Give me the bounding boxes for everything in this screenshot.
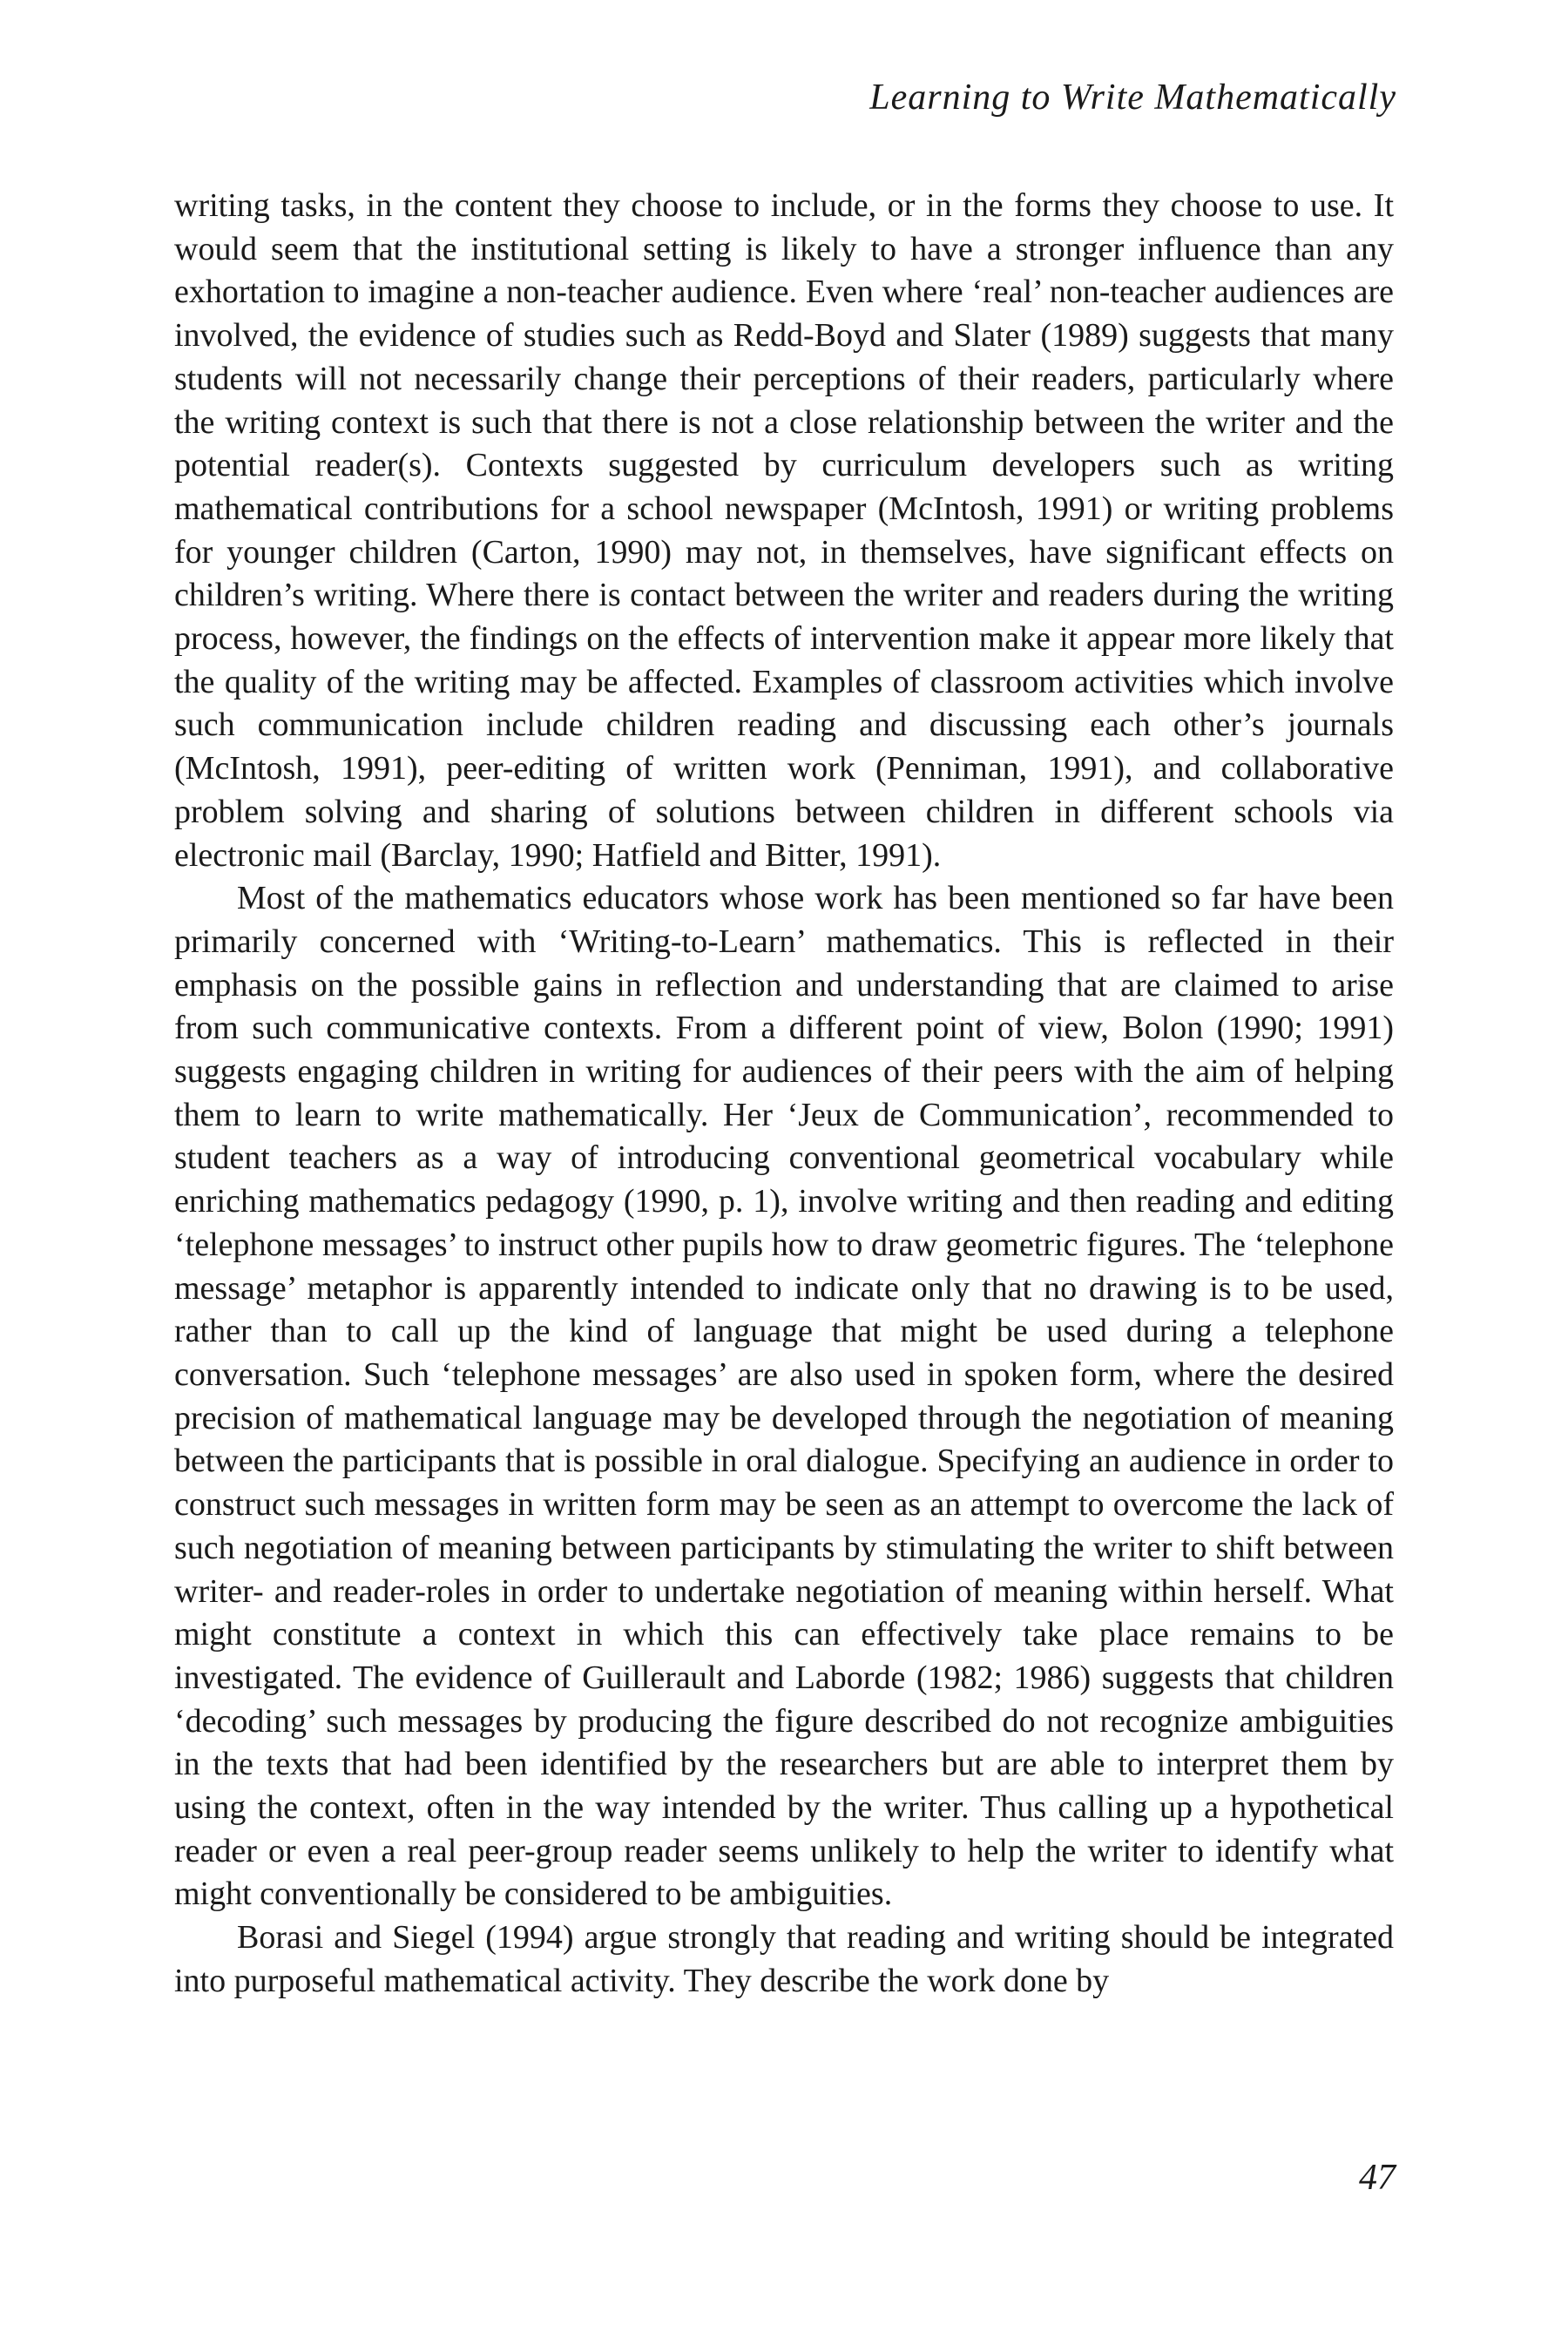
running-header: Learning to Write Mathematically xyxy=(869,78,1396,118)
page-number: 47 xyxy=(1359,2158,1396,2198)
paragraph-continued: writing tasks, in the content they choose to include, or in the forms they choose to use. It would seem that the institutional setting is likely to have a stronger influence than any exhortation to imagine a non-teacher audience. Even where ‘real’ non-teacher audiences are involved, the evidence of studies such as Redd-Boyd and Slater (1989) suggests that many students will not necessarily change their perceptions of their readers, particularly where the writing context is such that there is not a close relationship between the writer and the potential reader(s). Contexts suggested by curriculum developers such as writing mathematical contributions for a school newspaper (McIntosh, 1991) or writing problems for younger children (Carton, 1990) may not, in themselves, have significant effects on children’s writing. Where there is contact between the writer and readers during the writing process, however, the findings on the effects of intervention make it appear more likely that the quality of the writing may be affected. Examples of classroom activities which involve such communication include children reading and discussing each other’s journals (McIntosh, 1991), peer-editing of written work (Penniman, 1991), and collaborative problem solving and sharing of solutions between children in different schools via electronic mail (Barclay, 1990; Hatfield and Bitter, 1991). xyxy=(174,187,1394,874)
paragraph-bolon: Most of the mathematics educators whose work has been mentioned so far have been primarily concerned with ‘Writing-to-Learn’ mathematics. This is reflected in their emphasis on the possible gains in reflection and understanding that are claimed to arise from such communicative contexts. From a different point of view, Bolon (1990; 1991) suggests engaging children in writing for audiences of their peers with the aim of helping them to learn to write mathematically. Her ‘Jeux de Communication’, recommended to student teachers as a way of introducing conventional geometrical vocabulary while enriching mathematics pedagogy (1990, p. 1), involve writing and then reading and editing ‘telephone messages’ to instruct other pupils how to draw geometric figures. The ‘telephone message’ metaphor is apparently intended to indicate only that no drawing is to be used, rather than to call up the kind of language that might be used during a telephone conversation. Such ‘telephone messages’ are also used in spoken form, where the desired precision of mathematical language may be developed through the negotiation of meaning between the participants that is possible in oral dialogue. Specifying an audience in order to construct such messages in written form may be seen as an attempt to overcome the lack of such negotiation of meaning between participants by stimulating the writer to shift between writer- and reader-roles in order to undertake negotiation of meaning within herself. What might constitute a context in which this can effectively take place remains to be investigated. The evidence of Guillerault and Laborde (1982; 1986) suggests that children ‘decoding’ such messages by producing the figure described do not recognize ambiguities in the texts that had been identified by the researchers but are able to interpret them by using the context, often in the way intended by the writer. Thus calling up a hypothetical reader or even a real peer-group reader seems unlikely to help the writer to identify what might conventionally be considered to be ambiguities. xyxy=(174,880,1394,1913)
paragraph-borasi-siegel: Borasi and Siegel (1994) argue strongly that reading and writing should be integrated into purposeful mathematical activity. They describe the work done by xyxy=(174,1919,1394,1999)
body-text xyxy=(174,185,1394,2004)
